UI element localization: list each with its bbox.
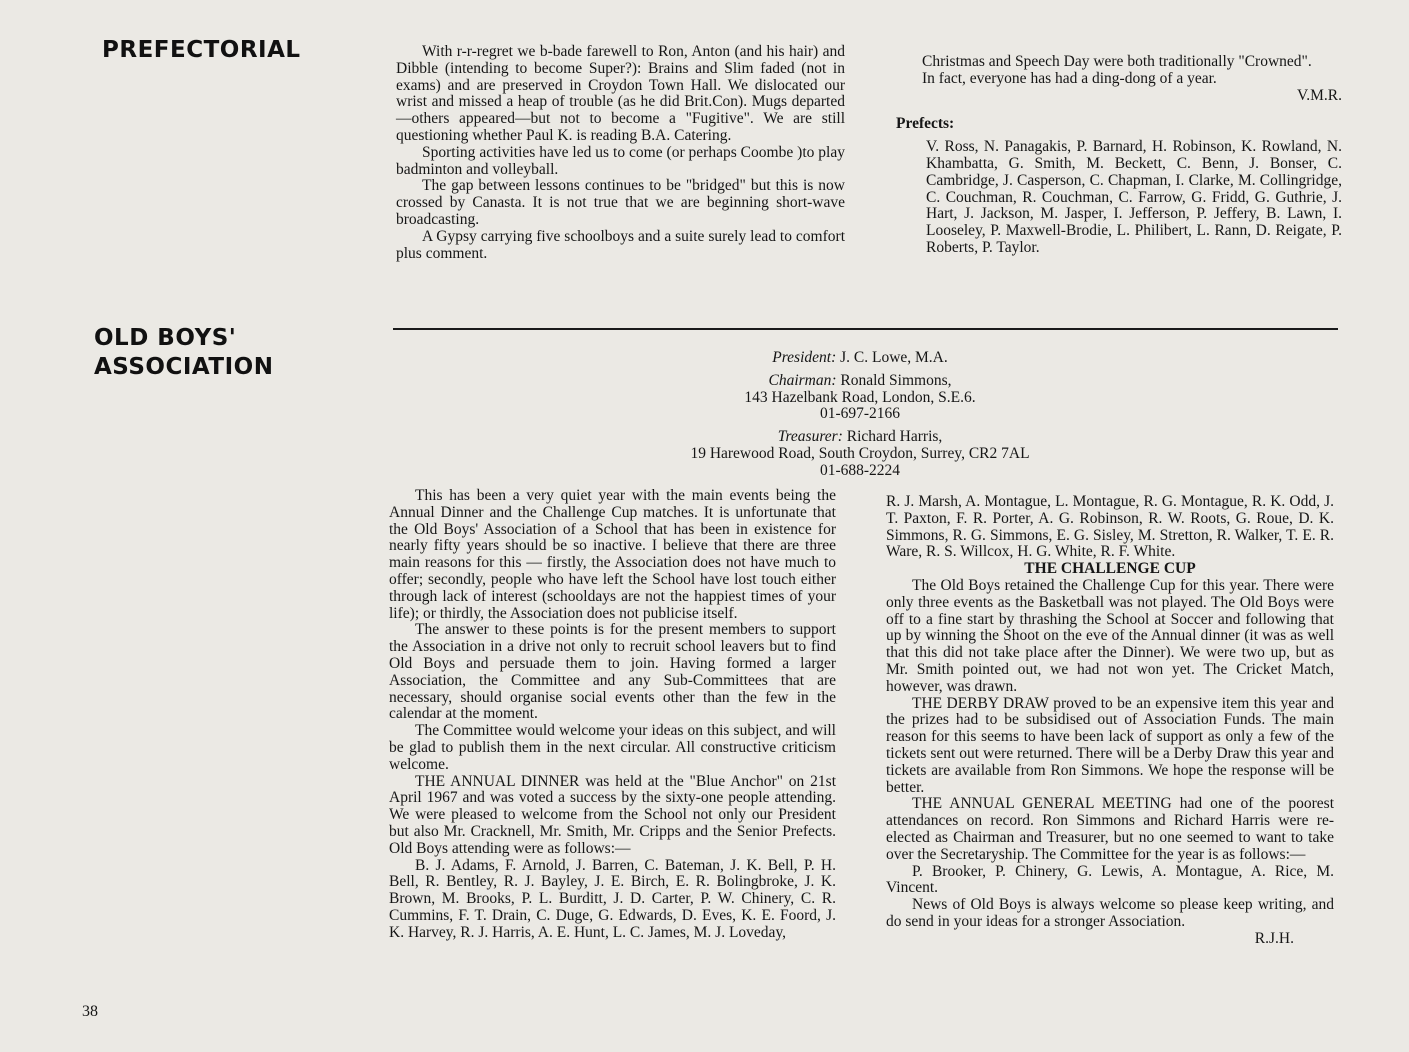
old-boys-paragraph: THE ANNUAL DINNER was held at the "Blue Anchor" on 21st April 1967 and was voted a success by the sixty-one people attending. We were pleased to welcome from the School not only our President but also Mr. Cracknell, Mr. Smith, Mr. Cripps and the Senior Prefects. Old Boys attending were as follows:— — [389, 772, 836, 857]
prefectorial-paragraph: Sporting activities have led us to come (or perhaps Coombe )to play badminton and volleyball. — [396, 143, 845, 178]
treasurer-line — [560, 429, 1160, 446]
treasurer-address: 19 Harewood Road, South Croydon, Surrey, CR2 7AL — [690, 444, 1030, 462]
old-boys-heading — [94, 324, 273, 382]
chairman-line — [560, 373, 1160, 390]
old-boys-signature: R.J.H. — [1254, 929, 1294, 947]
prefectorial-left-column — [396, 44, 845, 262]
prefectorial-paragraph: In fact, everyone has had a ding-dong of a year. — [922, 69, 1217, 87]
old-boys-left-column — [389, 488, 836, 942]
prefectorial-paragraph: A Gypsy carrying five schoolboys and a suite surely lead to comfort plus comment. — [396, 227, 845, 262]
prefectorial-right-column — [896, 54, 1342, 257]
old-boys-paragraph: The Old Boys retained the Challenge Cup for this year. There were only three events as the Basketball was not played. The Old Boys were off to a fine start by thrashing the School at Soccer and following that up by winning the Shoot on the eve of the Annual dinner (it was as well that this did not take place after the Dinner). We were two up, but as Mr. Smith pointed out, we had not won yet. The Cricket Match, however, was drawn. — [886, 576, 1334, 695]
old-boys-paragraph: The answer to these points is for the present members to support the Association in a drive not only to recruit school leavers but to find Old Boys and persuade them to join. Having formed a larger Association, the Committee and any Sub-Committees that are necessary, should organise social events other than the few in the calendar at the moment. — [389, 621, 836, 723]
section-divider — [393, 328, 1338, 330]
challenge-cup-heading: THE CHALLENGE CUP — [1024, 560, 1196, 578]
president-name: J. C. Lowe, M.A. — [840, 349, 948, 366]
prefectorial-paragraph: The gap between lessons continues to be "bridged" but this is now crossed by Canasta. It is not true that we are beginning short-wave broadcasting. — [396, 177, 845, 228]
old-boys-heading-line1: OLD BOYS' — [94, 325, 237, 351]
committee-list: P. Brooker, P. Chinery, G. Lewis, A. Montague, A. Rice, M. Vincent. — [886, 862, 1334, 897]
treasurer-label: Treasurer: — [777, 428, 843, 446]
chairman-phone: 01-697-2166 — [819, 405, 901, 423]
president-line — [560, 350, 1160, 367]
old-boys-paragraph: THE ANNUAL GENERAL MEETING had one of the poorest attendances on record. Ron Simmons and Richard Harris were re-elected as Chairman and Treasurer, but no one seemed to want to take over the Secretaryship. The Committee for the year is as follows:— — [886, 795, 1334, 863]
page-number: 38 — [82, 1003, 98, 1020]
treasurer-name: Richard Harris, — [846, 428, 943, 446]
officers-block — [560, 350, 1160, 480]
old-boys-heading-line2: ASSOCIATION — [94, 354, 274, 380]
prefects-list: V. Ross, N. Panagakis, P. Barnard, H. Robinson, K. Rowland, N. Khambatta, G. Smith, M. Beckett, C. Benn, J. Bonser, C. Cambridge, J. Casperson, C. Chapman, I. Clarke, M. Collingridge, C. Couchman, R. Couchman, C. Farrow, G. Fridd, G. Guthrie, J. Hart, J. Jackson, M. Jasper, I. Jefferson, P. Jeffery, B. Lawn, I. Looseley, P. Maxwell-Brodie, L. Philibert, L. Rann, D. Reigate, P. Roberts, P. Taylor. — [926, 138, 1342, 256]
prefectorial-paragraph: With r-r-regret we b-bade farewell to Ron, Anton (and his hair) and Dibble (intending to become Super?): Brains and Slim faded (not in exams) and are preserved in Croydon Town Hall. We dislocated our wrist and missed a heap of trouble (as he did Brit.Con). Mugs departed—others appeared—but not to become a "Fugitive". We are still questioning whether Paul K. is reading B.A. Catering. — [396, 43, 845, 144]
prefectorial-heading: PREFECTORIAL — [102, 37, 301, 63]
old-boys-paragraph: THE DERBY DRAW proved to be an expensive item this year and the prizes had to be subsidised out of Association Funds. The main reason for this seems to have been lack of support as only a few of the tickets sent out were returned. There will be a Derby Draw this year and tickets are available from Ron Simmons. We hope the response will be better. — [886, 694, 1334, 796]
chairman-name: Ronald Simmons, — [840, 371, 952, 389]
chairman-label: Chairman: — [768, 371, 837, 389]
prefectorial-paragraph: Christmas and Speech Day were both traditionally "Crowned". — [922, 53, 1312, 70]
prefectorial-signature: V.M.R. — [1297, 86, 1342, 104]
treasurer-phone: 01-688-2224 — [819, 461, 901, 479]
prefects-label: Prefects: — [896, 115, 955, 133]
old-boys-paragraph: News of Old Boys is always welcome so please keep writing, and do send in your ideas for a stronger Association. — [886, 896, 1334, 930]
attendee-list: B. J. Adams, F. Arnold, J. Barren, C. Bateman, J. K. Bell, P. H. Bell, R. Bentley, R. J. Bayley, J. E. Birch, E. R. Bolingbroke, J. K. Brown, M. Brooks, P. L. Burditt, J. D. Carter, P. W. Chinery, C. R. Cummins, F. T. Drain, C. Duge, G. Edwards, D. Eves, K. E. Foord, J. K. Harvey, R. J. Harris, A. E. Hunt, L. C. James, M. J. Loveday, — [389, 856, 836, 941]
chairman-address: 143 Hazelbank Road, London, S.E.6. — [744, 388, 976, 406]
president-label: President: — [772, 349, 837, 366]
old-boys-right-column — [886, 494, 1334, 948]
old-boys-paragraph: The Committee would welcome your ideas on this subject, and will be glad to publish them in the next circular. All constructive criticism welcome. — [389, 722, 836, 773]
attendee-list-continued: R. J. Marsh, A. Montague, L. Montague, R. G. Montague, R. K. Odd, J. T. Paxton, F. R. Porter, A. G. Robinson, R. W. Roots, G. Roue, D. K. Simmons, R. G. Simmons, E. G. Sisley, M. Stretton, R. Walker, T. E. R. Ware, R. S. Willcox, H. G. White, R. F. White. — [886, 493, 1334, 561]
old-boys-paragraph: This has been a very quiet year with the main events being the Annual Dinner and the Challenge Cup matches. It is unfortunate that the Old Boys' Association of a School that has been in existence for nearly fifty years should be so inactive. I believe that there are three main reasons for this — firstly, the Association does not have much to offer; secondly, people who have left the School have lost touch either through lack of interest (schooldays are not the happiest times of your life); or thirdly, the Association does not publicise itself. — [389, 487, 836, 622]
